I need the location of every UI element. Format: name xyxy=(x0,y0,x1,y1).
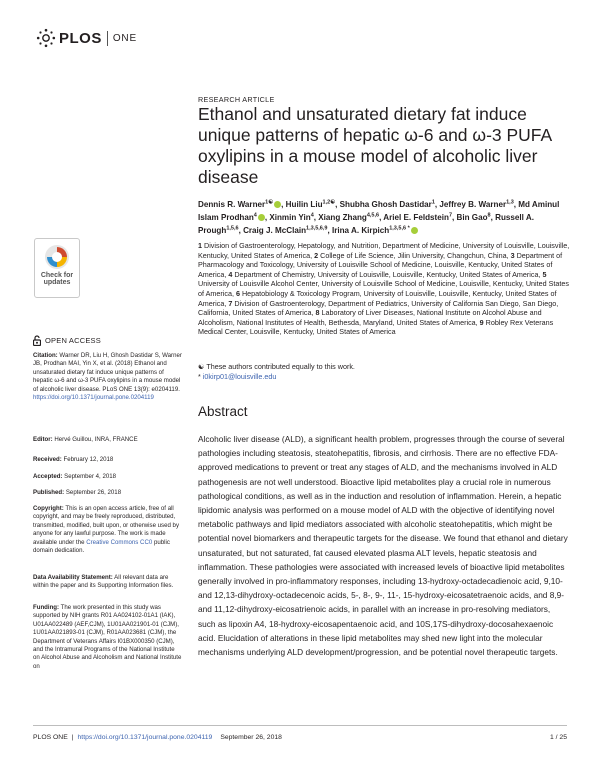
author-name: Ariel E. Feldstein$^7$, xyxy=(383,212,457,222)
affiliation-item: 4 Department of Chemistry, University of Louisville, Louisville, Kentucky, United States of America, xyxy=(228,269,541,279)
citation-block: Citation: Warner DR, Liu H, Ghosh Dastidar S, Warner JB, Prodhan MAI, Yin X, et al. (2018) Ethanol and unsaturated dietary fat induce unique patterns of hepatic ω-6 and ω-3 PUFA oxylipins in a mouse model of alcoholic liver disease. PLoS ONE 13(9): e0204119. https://doi.org/10.1371/journal.pone.0204119 xyxy=(33,352,182,402)
footer-divider xyxy=(33,725,567,726)
affiliation-item: 9 Robley Rex Veterans Medical Center, Louisville, Kentucky, United States of America xyxy=(198,317,554,337)
open-access-label: OPEN ACCESS xyxy=(33,335,101,346)
author-name: Craig J. McClain$^{1,3,5,6,9}$, xyxy=(243,225,332,235)
orcid-icon[interactable] xyxy=(411,227,418,234)
author-name: Irina A. Kirpich$^{1,3,5,6 *}$ xyxy=(332,226,418,235)
funding-block: Funding: The work presented in this study was supported by NIH grants R01 AA024102-01A1 (IAK), U01AA022489 (AEF,CJM), 1U01AA021901-01 (CJM), 1U01AA021893-01 (CJM), R01AA023681 (CJM), the Department of Veterans Affairs I01BX000350 (CJM), and the Intramural Programs of the National Institute on Alcohol Abuse and Alcoholism and National Institute on xyxy=(33,604,182,670)
journal-subname: ONE xyxy=(112,32,137,44)
copyright-block: Copyright: This is an open access article, free of all copyright, and may be freely reproduced, distributed, transmitted, modified, built upon, or otherwise used by anyone for any lawful purpose. The work is made available under the Creative Commons CC0 public domain dedication. xyxy=(33,505,179,555)
author-name: Russell A. Prough$^{1,5,6}$, xyxy=(198,212,534,235)
orcid-icon[interactable] xyxy=(274,201,281,208)
affiliations xyxy=(198,241,570,337)
badge-line-1: Check for xyxy=(40,272,74,279)
author-name: Jeffrey B. Warner$^{1,3}$, xyxy=(439,199,519,209)
abstract-text: Alcoholic liver disease (ALD), a significant health problem, progresses through the course of several pathologies including steatosis, steatohepatitis, fibrosis, and cirrhosis. There are no effective FDA-approved medications to prevent or treat any stages of ALD, and the mechanisms involved in ALD pathogenesis are not well understood. Bioactive lipid metabolites play a crucial role in numerous pathological conditions, as well as in the induction and resolution of inflammation. Herein, a hepatic lipidomic analysis was performed on a mouse model of ALD with the objective of identifying novel metabolic pathways and lipid mediators associated with alcoholic steatohepatitis, which might be potential novel biomarkers and therapeutic targets for the disease. We found that ethanol and dietary unsaturated, but not saturated, fat caused elevated plasma ALT levels, hepatic steatosis and inflammation. These pathologies were associated with increased levels of bioactive lipid metabolites generally involved in pro-inflammatory responses, including 13-hydroxy-octadecadienoic acid, 9,10- and 12,13-dihydroxy-octadecenoic acids, 5-, 8-, 9-, 11-, 15-hydroxy-eicosatetraenoic acids, and 8,9- and 11,12-dihydroxy-eicosatrienoic acids, in parallel with an increase in pro-resolving mediators, such as lipoxin A4, 18-hydroxy-eicosapentaenoic acid, and 10S,17S-dihydroxy-docosahexaenoic acid. Elucidation of alterations in these lipid metabolites may shed new light into the molecular mechanisms underlying ALD development/progression, and be potential novel therapeutic targets. xyxy=(198,434,568,658)
footer-journal: PLOS ONE xyxy=(33,733,68,741)
author-notes xyxy=(198,362,355,381)
footer-separator: | xyxy=(71,733,74,741)
footer-doi-link[interactable]: https://doi.org/10.1371/journal.pone.0204119 xyxy=(77,733,213,741)
logo-divider xyxy=(107,31,108,46)
published-block: Published: September 26, 2018 xyxy=(33,489,122,496)
citation-doi-link[interactable]: https://doi.org/10.1371/journal.pone.0204119 xyxy=(33,394,154,402)
corresponding-email[interactable]: * i0kirp01@louisville.edu xyxy=(198,371,277,381)
author-list xyxy=(198,197,568,236)
journal-name: PLOS xyxy=(59,29,102,47)
affiliation-item: 2 College of Life Science, Jilin University, Changchun, China, xyxy=(314,250,509,260)
article-title: Ethanol and unsaturated dietary fat induce unique patterns of hepatic ω-6 and ω-3 PUFA oxylipins in a mouse model of alcoholic liver disease xyxy=(198,104,552,187)
page-number: 1 / 25 xyxy=(549,733,567,741)
page-footer xyxy=(33,731,567,743)
plos-logo-icon xyxy=(36,28,56,48)
affiliation-item: 3 Department of Pharmacology and Toxicology, University of Louisville School of Medicine, Louisville, Kentucky, United States of America, xyxy=(198,250,563,279)
affiliation-item: 7 Division of Gastroenterology, Department of Pediatrics, University of California San Diego, San Diego, California, United States of America, xyxy=(198,298,559,318)
data-availability-block: Data Availability Statement: All relevant data are within the paper and its Supporting Information files. xyxy=(33,574,174,590)
affiliation-item: 1 Division of Gastroenterology, Hepatology, and Nutrition, Department of Medicine, University of Louisville, Louisville, Kentucky, United States of America, xyxy=(198,241,570,260)
orcid-icon[interactable] xyxy=(258,214,265,221)
author-name: Bin Gao$^8$, xyxy=(456,212,496,222)
affiliation-item: 8 Laboratory of Liver Diseases, National Institute on Alcohol Abuse and Alcoholism, National Institutes of Health, Bethesda, Maryland, United States of America, xyxy=(198,308,542,327)
affiliation-item: 5 University of Louisville Alcohol Center, University of Louisville School of Medicine, Louisville, Kentucky, United States of America, xyxy=(198,269,569,298)
author-name: Xinmin Yin$^4$, xyxy=(269,212,319,222)
check-for-updates-badge[interactable] xyxy=(34,238,80,298)
author-name: Dennis R. Warner$^{1☯}$ , xyxy=(198,199,286,209)
abstract-heading: Abstract xyxy=(198,404,248,419)
affiliation-item: 6 Hepatobiology & Toxicology Program, University of Louisville, Louisville, Kentucky, United States of America, xyxy=(198,288,557,308)
editor-block: Editor: Hervé Guillou, INRA, FRANCE xyxy=(33,436,138,443)
journal-logo[interactable] xyxy=(36,28,137,48)
author-name: Md Aminul Islam Prodhan$^4$ , xyxy=(198,199,560,222)
author-name: Huilin Liu$^{1,2☯}$, xyxy=(285,199,340,209)
open-lock-icon xyxy=(33,335,41,346)
accepted-block: Accepted: September 4, 2018 xyxy=(33,473,117,480)
author-name: Xiang Zhang$^{4,5,6}$, xyxy=(318,212,384,222)
footer-date: September 26, 2018 xyxy=(220,733,282,741)
equal-contribution-note: ☯ These authors contributed equally to this work. xyxy=(198,362,355,371)
article-type: RESEARCH ARTICLE xyxy=(198,95,275,104)
cc0-link[interactable]: Creative Commons CC0 xyxy=(86,538,153,546)
check-updates-icon xyxy=(44,244,70,270)
author-name: Shubha Ghosh Dastidar$^1$, xyxy=(339,199,440,209)
received-block: Received: February 12, 2018 xyxy=(33,456,114,463)
badge-line-2: updates xyxy=(43,279,71,286)
